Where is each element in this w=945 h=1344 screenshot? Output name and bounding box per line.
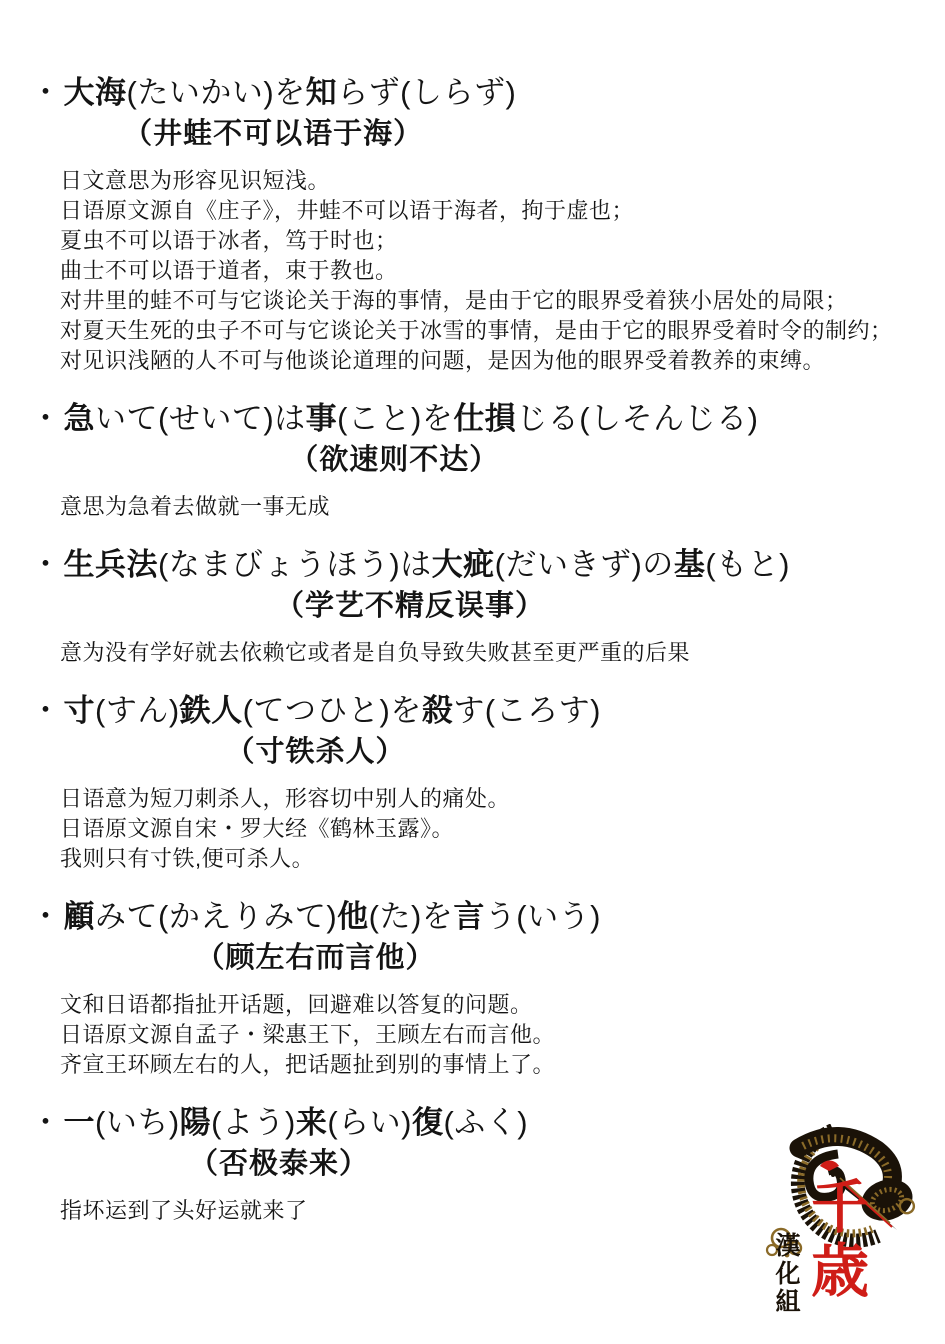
note-line: 意为没有学好就去依赖它或者是自负导致失败甚至更严重的后果 <box>60 640 691 665</box>
note-line: 对井里的蛙不可与它谈论关于海的事情，是由于它的眼界受着狭小居处的局限； <box>60 288 848 313</box>
section-header <box>30 1102 528 1184</box>
proverb-translation-chinese: （寸铁杀人） <box>225 736 406 768</box>
note-line: 日文意思为形容见识短浅。 <box>60 168 331 193</box>
section-header <box>30 690 601 772</box>
proverb-title-japanese <box>30 544 790 586</box>
note-line: 意思为急着去做就一事无成 <box>60 494 331 519</box>
section-notes <box>60 990 915 1080</box>
proverb-title-japanese <box>30 690 601 732</box>
proverb-title-japanese <box>30 72 516 114</box>
proverb-list <box>30 72 915 1226</box>
bullet-dot: ・ <box>30 75 62 110</box>
proverb-title-text: 顧みて(かえりみて)他(た)を言う(いう) <box>63 899 601 934</box>
group-name-vertical: 千歳 <box>802 1176 867 1304</box>
proverb-title-text: 大海(たいかい)を知らず(しらず) <box>63 75 517 110</box>
section-header <box>30 896 601 978</box>
proverb-title-japanese <box>30 1102 528 1144</box>
proverb-section <box>30 72 915 376</box>
proverb-title-text: 生兵法(なまびょうほう)は大疵(だいきず)の基(もと) <box>63 547 790 582</box>
proverb-section <box>30 896 915 1080</box>
bullet-dot: ・ <box>30 899 62 934</box>
proverb-title-text: 寸(すん)鉄人(てつひと)を殺す(ころす) <box>63 693 601 728</box>
note-line: 日语原文源自宋・罗大经《鹤林玉露》。 <box>60 816 455 841</box>
section-notes <box>60 492 915 522</box>
section-notes <box>60 638 915 668</box>
note-line: 文和日语都指扯开话题，回避难以答复的问题。 <box>60 992 533 1017</box>
note-line: 我则只有寸铁,便可杀人。 <box>60 846 315 871</box>
bullet-dot: ・ <box>30 401 62 436</box>
proverb-title-text: 一(いち)陽(よう)来(らい)復(ふく) <box>63 1105 529 1140</box>
scanlation-group-logo <box>741 1124 943 1336</box>
section-header <box>30 72 516 154</box>
bullet-dot: ・ <box>30 1105 62 1140</box>
proverb-translation-chinese: （学艺不精反误事） <box>274 590 545 622</box>
note-line: 曲士不可以语于道者，束于教也。 <box>60 258 398 283</box>
group-label-vertical: 漢化組 <box>772 1232 799 1316</box>
proverb-translation-chinese: （顾左右而言他） <box>195 942 436 974</box>
proverb-translation-chinese: （井蛙不可以语于海） <box>123 118 424 150</box>
note-line: 齐宣王环顾左右的人，把话题扯到别的事情上了。 <box>60 1052 556 1077</box>
note-line: 日语原文源自孟子・梁惠王下，王顾左右而言他。 <box>60 1022 556 1047</box>
section-notes <box>60 166 915 376</box>
proverb-title-japanese <box>30 896 601 938</box>
note-line: 日语原文源自《庄子》，井蛙不可以语于海者，拘于虚也； <box>60 198 635 223</box>
bullet-dot: ・ <box>30 547 62 582</box>
bullet-dot: ・ <box>30 693 62 728</box>
proverb-translation-chinese: （欲速则不达） <box>289 444 500 476</box>
proverb-section <box>30 544 915 668</box>
section-notes <box>60 784 915 874</box>
note-line: 日语意为短刀刺杀人，形容切中别人的痛处。 <box>60 786 511 811</box>
section-header <box>30 398 758 480</box>
proverb-title-japanese <box>30 398 758 440</box>
note-line: 夏虫不可以语于冰者，笃于时也； <box>60 228 398 253</box>
proverb-title-text: 急いて(せいて)は事(こと)を仕損じる(しそんじる) <box>63 401 759 436</box>
section-header <box>30 544 790 626</box>
proverb-section <box>30 398 915 522</box>
proverb-section <box>30 690 915 874</box>
proverb-translation-chinese: （否极泰来） <box>189 1148 370 1180</box>
note-line: 指坏运到了头好运就来了 <box>60 1198 308 1223</box>
note-line: 对见识浅陋的人不可与他谈论道理的问题，是因为他的眼界受着教养的束缚。 <box>60 348 826 373</box>
note-line: 对夏天生死的虫子不可与它谈论关于冰雪的事情，是由于它的眼界受着时令的制约； <box>60 318 893 343</box>
